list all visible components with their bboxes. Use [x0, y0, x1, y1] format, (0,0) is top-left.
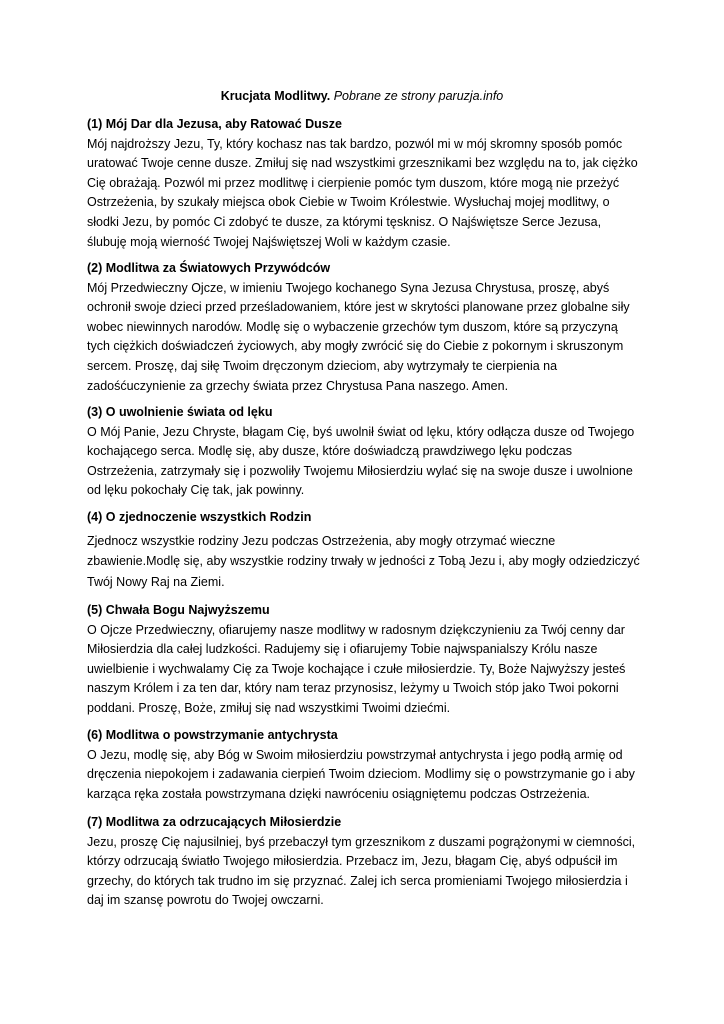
prayer-section-3	[87, 403, 643, 501]
prayer-section-5	[87, 601, 643, 719]
prayer-heading: (7) Modlitwa za odrzucających Miłosierdzie	[87, 815, 342, 829]
prayer-section-1	[87, 115, 643, 252]
prayer-heading: (1) Mój Dar dla Jezusa, aby Ratować Dusze	[87, 117, 342, 131]
prayer-body: O Jezu, modlę się, aby Bóg w Swoim miłosierdziu powstrzymał antychrysta i jego podłą armię od dręczenia niepokojem i zadawania cierpień Twoim dzieciom. Modlimy się o powstrzymanie go i aby karząca ręka została powstrzymana dzięki nawróceniu osiągniętemu podczas Ostrzeżenia.	[87, 747, 635, 801]
document-title	[0, 87, 724, 105]
prayer-body: O Ojcze Przedwieczny, ofiarujemy nasze modlitwy w radosnym dziękczynieniu za Twój cenny dar Miłosierdzia dla całej ludzkości. Radujemy się i ofiarujemy Tobie najwspanialszy Królu nasze uwielbienie i wychwalamy Cię za Twoje kochające i czułe miłosierdzie. Ty, Boże Najwyższy jesteś naszym Królem i za ten dar, który nam teraz przynosisz, leżymy u Twoich stóp jako Twoi pokorni poddani. Proszę, Boże, zmiłuj się nad wszystkimi Twoimi dziećmi.	[87, 622, 626, 715]
prayer-body: Zjednocz wszystkie rodziny Jezu podczas Ostrzeżenia, aby mogły otrzymać wieczne zbawienie.Modlę się, aby wszystkie rodziny trwały w jedności z Tobą Jezu i, aby mogły odziedziczyć Twój Nowy Raj na Ziemi.	[87, 533, 640, 589]
prayer-heading: (4) O zjednoczenie wszystkich Rodzin	[87, 510, 312, 524]
prayer-body: Mój najdroższy Jezu, Ty, który kochasz nas tak bardzo, pozwól mi w mój skromny sposób pomóc uratować Twoje cenne dusze. Zmiłuj się nad wszystkimi grzesznikami bez względu na to, jak ciężko Cię obrażają. Pozwól mi przez modlitwę i cierpienie pomóc tym duszom, które mogą nie przeżyć Ostrzeżenia, by szukały miejsca obok Ciebie w Twoim Królestwie. Wysłuchaj mojej modlitwy, o słodki Jezu, by pomóc Ci zdobyć te dusze, za którymi tęsknisz. O Najświętsze Serce Jezusa, ślubuję moją wierność Twojej Najświętszej Woli w każdym czasie.	[87, 136, 638, 249]
prayer-section-6	[87, 726, 643, 804]
title-source: Pobrane ze strony paruzja.info	[333, 89, 504, 103]
prayer-section-7	[87, 813, 643, 911]
prayer-heading: (5) Chwała Bogu Najwyższemu	[87, 603, 270, 617]
prayer-body: Mój Przedwieczny Ojcze, w imieniu Twojego kochanego Syna Jezusa Chrystusa, proszę, abyś ochronił swoje dzieci przed prześladowaniem, które jest w skrytości planowane przez globalne siły wobec niewinnych narodów. Modlę się o wybaczenie grzechów tym duszom, które są przyczyną tych ciężkich doświadczeń życiowych, aby mogły zwrócić się do Ciebie z pokornym i skruszonym sercem. Proszę, daj siłę Twoim dręczonym dzieciom, aby wytrzymały te cierpienia na zadośćuczynienie za grzechy świata przez Chrystusa Pana naszego. Amen.	[87, 280, 630, 393]
prayer-heading: (2) Modlitwa za Światowych Przywódców	[87, 261, 331, 275]
prayer-heading: (3) O uwolnienie świata od lęku	[87, 405, 273, 419]
prayer-body: Jezu, proszę Cię najusilniej, byś przebaczył tym grzesznikom z duszami pogrążonymi w ciemności, którzy odrzucają światło Twojego miłosierdzia. Przebacz im, Jezu, błagam Cię, abyś odpuścił im grzechy, do których tak trudno im się przyznać. Zalej ich serca promieniami Twojego miłosierdzia i daj im szansę powrotu do Twojej owczarni.	[87, 834, 636, 908]
prayer-section-2	[87, 259, 643, 396]
prayer-heading: (6) Modlitwa o powstrzymanie antychrysta	[87, 728, 338, 742]
title-main: Krucjata Modlitwy.	[220, 89, 331, 103]
prayer-section-4	[87, 508, 643, 592]
prayer-body: O Mój Panie, Jezu Chryste, błagam Cię, byś uwolnił świat od lęku, który odłącza dusze od Twojego kochającego serca. Modlę się, aby dusze, które doświadczą prawdziwego lęku podczas Ostrzeżenia, zatrzymały się i pozwoliły Twojemu Miłosierdziu wylać się na swoje dusze i uwolnione od lęku pokochały Cię tak, jak powinny.	[87, 424, 635, 498]
